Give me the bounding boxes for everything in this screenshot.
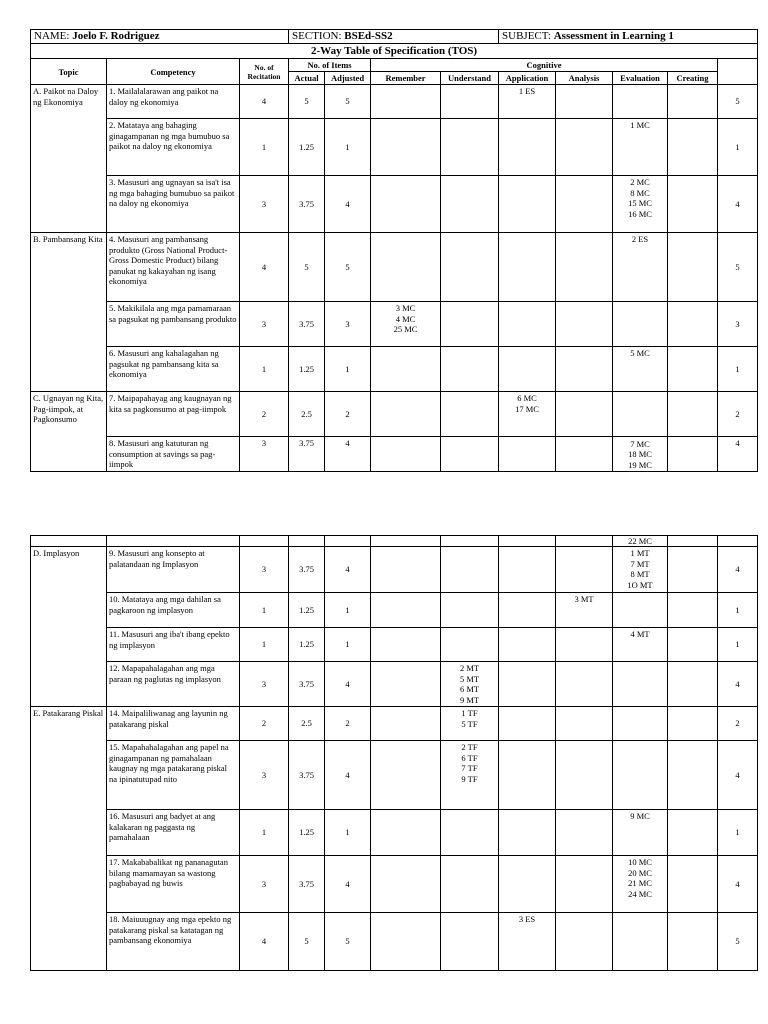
- remember-cell: 3 MC 4 MC 25 MC: [371, 302, 441, 347]
- actual-cell: 1.25: [289, 593, 325, 628]
- understand-cell: [441, 302, 499, 347]
- analysis-cell: [556, 347, 613, 392]
- col-understand: Understand: [441, 72, 499, 85]
- actual-cell: 3.75: [289, 662, 325, 707]
- actual-cell: 3.75: [289, 302, 325, 347]
- evaluation-cell: [613, 302, 668, 347]
- creating-cell: [668, 593, 718, 628]
- table-row: [31, 662, 758, 707]
- total-cell: 1: [718, 810, 758, 856]
- application-cell: [499, 547, 556, 593]
- recitation-cell: 1: [240, 810, 289, 856]
- evaluation-cell: [613, 85, 668, 119]
- recitation-cell: 1: [240, 119, 289, 176]
- actual-cell: 3.75: [289, 176, 325, 233]
- remember-cell: [371, 392, 441, 437]
- total-cell: 1: [718, 628, 758, 662]
- competency-cell: 16. Masusuri ang badyet at ang kalakaran ng paggasta ng pamahalaan: [107, 810, 240, 856]
- analysis-cell: [556, 856, 613, 913]
- application-cell: [499, 119, 556, 176]
- total-cell: 5: [718, 85, 758, 119]
- competency-cell: 10. Matataya ang mga dahilan sa pagkaroon ng implasyon: [107, 593, 240, 628]
- application-cell: [499, 741, 556, 810]
- total-cell: 4: [718, 741, 758, 810]
- analysis-cell: [556, 302, 613, 347]
- evaluation-cell: [613, 392, 668, 437]
- subject-value: Assessment in Learning 1: [553, 30, 674, 42]
- table-row: [31, 741, 758, 810]
- total-cell: 1: [718, 347, 758, 392]
- application-cell: [499, 176, 556, 233]
- understand-cell: [441, 810, 499, 856]
- recitation-cell: 1: [240, 347, 289, 392]
- recitation-cell: 3: [240, 176, 289, 233]
- analysis-cell: [556, 707, 613, 741]
- remember-cell: [371, 628, 441, 662]
- competency-cell: 18. Maiuuugnay ang mga epekto ng patakarang piskal sa katatagan ng pambansang ekonomiya: [107, 913, 240, 971]
- evaluation-cell: 4 MT: [613, 628, 668, 662]
- application-cell: 3 ES: [499, 913, 556, 971]
- creating-cell: [668, 119, 718, 176]
- recitation-cell: 1: [240, 628, 289, 662]
- total-cell: 5: [718, 233, 758, 302]
- evaluation-cell: 22 MC: [613, 536, 668, 547]
- table-row: [31, 628, 758, 662]
- recitation-cell: 3: [240, 437, 289, 472]
- competency-cell: 4. Masusuri ang pambansang produkto (Gross National Product-Gross Domestic Product) bilang panukat ng kakayahan ng isang ekonomiya: [107, 233, 240, 302]
- analysis-cell: 3 MT: [556, 593, 613, 628]
- recitation-cell: 4: [240, 85, 289, 119]
- analysis-cell: [556, 913, 613, 971]
- adjusted-cell: 1: [325, 810, 371, 856]
- table-row: [31, 302, 758, 347]
- name-value: Joelo F. Rodriguez: [72, 30, 160, 42]
- competency-cell: 9. Masusuri ang konsepto at palatandaan ng Implasyon: [107, 547, 240, 593]
- section-cell: [289, 30, 499, 44]
- adjusted-cell: 5: [325, 913, 371, 971]
- application-cell: [499, 347, 556, 392]
- recitation-cell: 2: [240, 392, 289, 437]
- application-cell: [499, 593, 556, 628]
- competency-cell: 1. Mailalalarawan ang paikot na daloy ng ekonomiya: [107, 85, 240, 119]
- application-cell: [499, 662, 556, 707]
- analysis-cell: [556, 119, 613, 176]
- evaluation-cell: [613, 741, 668, 810]
- adjusted-cell: 2: [325, 392, 371, 437]
- competency-cell: 7. Maipapahayag ang kaugnayan ng kita sa pagkonsumo at pag-iimpok: [107, 392, 240, 437]
- continuation-row: [31, 536, 758, 547]
- total-cell: 4: [718, 176, 758, 233]
- adjusted-cell: 4: [325, 741, 371, 810]
- evaluation-cell: 2 MC 8 MC 15 MC 16 MC: [613, 176, 668, 233]
- table-row: [31, 593, 758, 628]
- analysis-cell: [556, 547, 613, 593]
- total-cell: 4: [718, 437, 758, 472]
- remember-cell: [371, 856, 441, 913]
- creating-cell: [668, 233, 718, 302]
- total-cell: 4: [718, 662, 758, 707]
- understand-cell: [441, 85, 499, 119]
- competency-cell: 17. Makababalikat ng pananagutan bilang mamamayan sa wastong pagbabayad ng buwis: [107, 856, 240, 913]
- col-competency: Competency: [107, 59, 240, 85]
- table-row: [31, 913, 758, 971]
- analysis-cell: [556, 233, 613, 302]
- adjusted-cell: 1: [325, 347, 371, 392]
- creating-cell: [668, 85, 718, 119]
- creating-cell: [668, 547, 718, 593]
- table-row: [31, 707, 758, 741]
- col-topic: Topic: [31, 59, 107, 85]
- recitation-cell: 3: [240, 547, 289, 593]
- actual-cell: 2.5: [289, 392, 325, 437]
- table-row: [31, 810, 758, 856]
- recitation-cell: 3: [240, 856, 289, 913]
- adjusted-cell: 3: [325, 302, 371, 347]
- evaluation-cell: 1 MT 7 MT 8 MT 1O MT: [613, 547, 668, 593]
- table-title: 2-Way Table of Specification (TOS): [31, 44, 758, 59]
- competency-cell: 8. Masusuri ang katuturan ng consumption at savings sa pag-iimpok: [107, 437, 240, 472]
- recitation-cell: 3: [240, 662, 289, 707]
- subject-cell: [499, 30, 758, 44]
- adjusted-cell: 4: [325, 547, 371, 593]
- remember-cell: [371, 913, 441, 971]
- header-row: [31, 30, 758, 44]
- table-row: [31, 119, 758, 176]
- understand-cell: [441, 392, 499, 437]
- creating-cell: [668, 913, 718, 971]
- analysis-cell: [556, 810, 613, 856]
- evaluation-cell: 2 ES: [613, 233, 668, 302]
- adjusted-cell: 1: [325, 119, 371, 176]
- actual-cell: 1.25: [289, 119, 325, 176]
- subject-label: SUBJECT:: [502, 30, 551, 42]
- competency-cell: 3. Masusuri ang ugnayan sa isa't isa ng mga bahaging bumubuo sa paikot na daloy ng ekonomiya: [107, 176, 240, 233]
- total-cell: 4: [718, 547, 758, 593]
- evaluation-cell: 1 MC: [613, 119, 668, 176]
- remember-cell: [371, 347, 441, 392]
- table-row: [31, 233, 758, 302]
- total-cell: 1: [718, 119, 758, 176]
- actual-cell: 3.75: [289, 856, 325, 913]
- understand-cell: [441, 233, 499, 302]
- topic-cell: D. Implasyon: [31, 547, 107, 707]
- adjusted-cell: 1: [325, 628, 371, 662]
- evaluation-cell: 9 MC: [613, 810, 668, 856]
- actual-cell: 2.5: [289, 707, 325, 741]
- competency-cell: 6. Masusuri ang kahalagahan ng pagsukat ng pambansang kita sa ekonomiya: [107, 347, 240, 392]
- analysis-cell: [556, 628, 613, 662]
- name-cell: [31, 30, 289, 44]
- creating-cell: [668, 176, 718, 233]
- actual-cell: 5: [289, 233, 325, 302]
- total-cell: 5: [718, 913, 758, 971]
- application-cell: [499, 810, 556, 856]
- actual-cell: 3.75: [289, 547, 325, 593]
- remember-cell: [371, 707, 441, 741]
- adjusted-cell: 4: [325, 662, 371, 707]
- understand-cell: [441, 347, 499, 392]
- table-row: [31, 856, 758, 913]
- topic-cell: C. Ugnayan ng Kita, Pag-iimpok, at Pagkonsumo: [31, 392, 107, 472]
- col-items: No. of Items: [289, 59, 371, 72]
- competency-cell: 11. Masusuri ang iba't ibang epekto ng implasyon: [107, 628, 240, 662]
- section-value: BSEd-SS2: [344, 30, 393, 42]
- recitation-cell: 1: [240, 593, 289, 628]
- col-creating: Creating: [668, 72, 718, 85]
- remember-cell: [371, 233, 441, 302]
- understand-cell: [441, 547, 499, 593]
- remember-cell: [371, 662, 441, 707]
- application-cell: [499, 437, 556, 472]
- understand-cell: [441, 119, 499, 176]
- understand-cell: [441, 176, 499, 233]
- table-row: [31, 437, 758, 472]
- column-header-row: [31, 59, 758, 72]
- understand-cell: [441, 856, 499, 913]
- evaluation-cell: 7 MC 18 MC 19 MC: [613, 437, 668, 472]
- col-application: Application: [499, 72, 556, 85]
- remember-cell: [371, 741, 441, 810]
- creating-cell: [668, 302, 718, 347]
- recitation-cell: 3: [240, 302, 289, 347]
- creating-cell: [668, 662, 718, 707]
- col-cognitive: Cognitive: [371, 59, 718, 72]
- total-cell: 3: [718, 302, 758, 347]
- col-recitation: No. of Recitation: [240, 59, 289, 85]
- analysis-cell: [556, 85, 613, 119]
- application-cell: [499, 302, 556, 347]
- remember-cell: [371, 547, 441, 593]
- remember-cell: [371, 85, 441, 119]
- col-total-spacer: [718, 59, 758, 85]
- creating-cell: [668, 741, 718, 810]
- adjusted-cell: 4: [325, 856, 371, 913]
- competency-cell: 15. Mapahahalagahan ang papel na ginagampanan ng pamahalaan kaugnay ng mga patakarang piskal na ipinatutupad nito: [107, 741, 240, 810]
- total-cell: 2: [718, 392, 758, 437]
- creating-cell: [668, 707, 718, 741]
- application-cell: [499, 233, 556, 302]
- evaluation-cell: [613, 593, 668, 628]
- competency-cell: 5. Makikilala ang mga pamamaraan sa pagsukat ng pambansang produkto: [107, 302, 240, 347]
- application-cell: [499, 628, 556, 662]
- remember-cell: [371, 437, 441, 472]
- understand-cell: [441, 913, 499, 971]
- understand-cell: [441, 437, 499, 472]
- table-row: [31, 547, 758, 593]
- recitation-cell: 2: [240, 707, 289, 741]
- application-cell: 1 ES: [499, 85, 556, 119]
- total-cell: 1: [718, 593, 758, 628]
- topic-cell: B. Pambansang Kita: [31, 233, 107, 392]
- actual-cell: 1.25: [289, 810, 325, 856]
- application-cell: [499, 856, 556, 913]
- adjusted-cell: 4: [325, 437, 371, 472]
- total-cell: 2: [718, 707, 758, 741]
- evaluation-cell: 10 MC 20 MC 21 MC 24 MC: [613, 856, 668, 913]
- evaluation-cell: [613, 662, 668, 707]
- actual-cell: 1.25: [289, 347, 325, 392]
- col-adjusted: Adjusted: [325, 72, 371, 85]
- creating-cell: [668, 628, 718, 662]
- creating-cell: [668, 810, 718, 856]
- evaluation-cell: [613, 707, 668, 741]
- table-row: [31, 176, 758, 233]
- actual-cell: 5: [289, 913, 325, 971]
- adjusted-cell: 5: [325, 233, 371, 302]
- remember-cell: [371, 810, 441, 856]
- col-actual: Actual: [289, 72, 325, 85]
- actual-cell: 3.75: [289, 437, 325, 472]
- col-analysis: Analysis: [556, 72, 613, 85]
- creating-cell: [668, 856, 718, 913]
- topic-cell: A. Paikot na Daloy ng Ekonomiya: [31, 85, 107, 233]
- remember-cell: [371, 593, 441, 628]
- remember-cell: [371, 119, 441, 176]
- recitation-cell: 3: [240, 741, 289, 810]
- competency-cell: 14. Maipaliliwanag ang layunin ng patakarang piskal: [107, 707, 240, 741]
- adjusted-cell: 4: [325, 176, 371, 233]
- name-label: NAME:: [34, 30, 70, 42]
- analysis-cell: [556, 392, 613, 437]
- recitation-cell: 4: [240, 233, 289, 302]
- analysis-cell: [556, 437, 613, 472]
- understand-cell: [441, 628, 499, 662]
- section-label: SECTION:: [292, 30, 342, 42]
- understand-cell: [441, 593, 499, 628]
- analysis-cell: [556, 741, 613, 810]
- actual-cell: 5: [289, 85, 325, 119]
- tos-table-page-2: [30, 535, 758, 971]
- recitation-cell: 4: [240, 913, 289, 971]
- understand-cell: 2 TF 6 TF 7 TF 9 TF: [441, 741, 499, 810]
- application-cell: [499, 707, 556, 741]
- analysis-cell: [556, 176, 613, 233]
- tos-table-page-1: [30, 29, 758, 472]
- creating-cell: [668, 347, 718, 392]
- actual-cell: 1.25: [289, 628, 325, 662]
- competency-cell: 2. Matataya ang bahaging ginagampanan ng mga bumubuo sa paikot na daloy ng ekonomiya: [107, 119, 240, 176]
- actual-cell: 3.75: [289, 741, 325, 810]
- understand-cell: 2 MT 5 MT 6 MT 9 MT: [441, 662, 499, 707]
- adjusted-cell: 1: [325, 593, 371, 628]
- col-remember: Remember: [371, 72, 441, 85]
- analysis-cell: [556, 662, 613, 707]
- evaluation-cell: [613, 913, 668, 971]
- topic-cell: E. Patakarang Piskal: [31, 707, 107, 971]
- application-cell: 6 MC 17 MC: [499, 392, 556, 437]
- total-cell: 4: [718, 856, 758, 913]
- creating-cell: [668, 392, 718, 437]
- table-row: [31, 85, 758, 119]
- table-row: [31, 392, 758, 437]
- competency-cell: 12. Mapapahalagahan ang mga paraan ng paglutas ng implasyon: [107, 662, 240, 707]
- evaluation-cell: 5 MC: [613, 347, 668, 392]
- table-row: [31, 347, 758, 392]
- col-evaluation: Evaluation: [613, 72, 668, 85]
- adjusted-cell: 5: [325, 85, 371, 119]
- adjusted-cell: 2: [325, 707, 371, 741]
- understand-cell: 1 TF 5 TF: [441, 707, 499, 741]
- creating-cell: [668, 437, 718, 472]
- remember-cell: [371, 176, 441, 233]
